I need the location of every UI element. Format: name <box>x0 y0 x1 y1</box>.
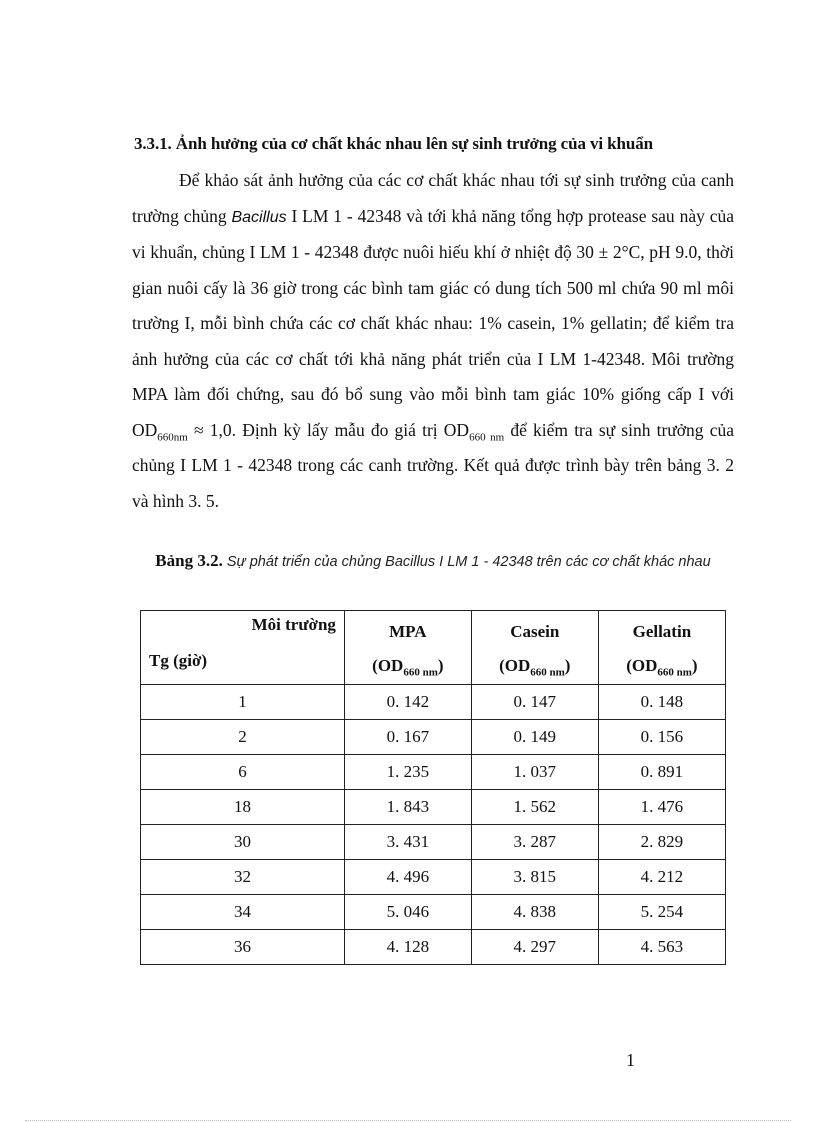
page-number: 1 <box>626 1050 635 1070</box>
od-value-cell: 0. 156 <box>598 720 725 755</box>
time-cell: 2 <box>141 720 345 755</box>
caption-text: Sự phát triển của chủng Bacillus I LM 1 - 42348 trên các cơ chất khác nhau <box>226 554 711 570</box>
od-value-cell: 0. 147 <box>471 685 598 720</box>
page-bottom-divider <box>25 1120 791 1121</box>
table-row <box>141 860 726 895</box>
od-value-cell: 1. 235 <box>344 755 471 790</box>
time-cell: 18 <box>141 790 345 825</box>
od-value-cell: 4. 838 <box>471 895 598 930</box>
od-value-cell: 3. 431 <box>344 825 471 860</box>
od-value-cell: 4. 496 <box>344 860 471 895</box>
od-value-cell: 0. 148 <box>598 685 725 720</box>
header-time-label: Tg (giờ) <box>149 651 208 670</box>
caption-label: Bảng 3.2. <box>155 551 223 570</box>
table-row <box>141 895 726 930</box>
od-value-cell: 1. 843 <box>344 790 471 825</box>
od-value-cell: 0. 142 <box>344 685 471 720</box>
od-value-cell: 5. 254 <box>598 895 725 930</box>
time-cell: 30 <box>141 825 345 860</box>
od-value-cell: 0. 149 <box>471 720 598 755</box>
species-name: Bacillus <box>231 208 287 226</box>
header-gellatin: Gellatin $(OD_{660 nm})$ <box>598 611 725 685</box>
header-casein: Casein $(OD_{660 nm})$ <box>471 611 598 685</box>
table-caption <box>140 545 726 578</box>
od-value-cell: 0. 891 <box>598 755 725 790</box>
od-value-cell: 4. 212 <box>598 860 725 895</box>
od-value-cell: 1. 562 <box>471 790 598 825</box>
od-value-cell: 3. 287 <box>471 825 598 860</box>
od-value-cell: 1. 476 <box>598 790 725 825</box>
od-value-cell: 4. 563 <box>598 930 725 965</box>
od-value-cell: 4. 128 <box>344 930 471 965</box>
time-cell: 36 <box>141 930 345 965</box>
od-value-cell: 3. 815 <box>471 860 598 895</box>
od-value-cell: 1. 037 <box>471 755 598 790</box>
growth-table <box>140 610 726 965</box>
header-mpa: MPA $(OD_{660 nm})$ <box>344 611 471 685</box>
body-paragraph: Để khảo sát ảnh hưởng của các cơ chất khác nhau tới sự sinh trưởng của canh trường chủng Bacillus I LM 1 - 42348 và tới khả năng tổng hợp protease sau này của vi khuẩn, chủng I LM 1 - 42348 được nuôi hiếu khí ở nhiệt độ 30 ± 2°C, pH 9.0, thời gian nuôi cấy là 36 giờ trong các bình tam giác có dung tích 500 ml chứa 90 ml môi trường I, mỗi bình chứa các cơ chất khác nhau: 1% casein, 1% gellatin; để kiểm tra ảnh hưởng của các cơ chất tới khả năng phát triển của I LM 1-42348. Môi trường MPA làm đối chứng, sau đó bổ sung vào mỗi bình tam giác 10% giống cấp I với $OD_{660nm} \approx 1,0$. Định kỳ lấy mẫu đo giá trị $OD_{660 nm}$ để kiểm tra sự sinh trưởng của chủng I LM 1 - 42348 trong các canh trường. Kết quả được trình bày trên bảng 3. 2 và hình 3. 5. <box>132 170 734 511</box>
table-header-row <box>141 611 726 685</box>
table-row <box>141 720 726 755</box>
table-row <box>141 825 726 860</box>
time-cell: 1 <box>141 685 345 720</box>
time-cell: 34 <box>141 895 345 930</box>
od-value-cell: 4. 297 <box>471 930 598 965</box>
time-cell: 6 <box>141 755 345 790</box>
table-row <box>141 790 726 825</box>
table-row <box>141 685 726 720</box>
od-value-cell: 0. 167 <box>344 720 471 755</box>
header-medium-label: Môi trường <box>251 615 336 634</box>
header-corner-cell <box>141 611 345 685</box>
od-value-cell: 2. 829 <box>598 825 725 860</box>
time-cell: 32 <box>141 860 345 895</box>
section-heading: 3.3.1. Ảnh hưởng của cơ chất khác nhau lên sự sinh trưởng của vi khuẩn <box>134 134 654 153</box>
table-row <box>141 930 726 965</box>
od-value-cell: 5. 046 <box>344 895 471 930</box>
table-row <box>141 755 726 790</box>
